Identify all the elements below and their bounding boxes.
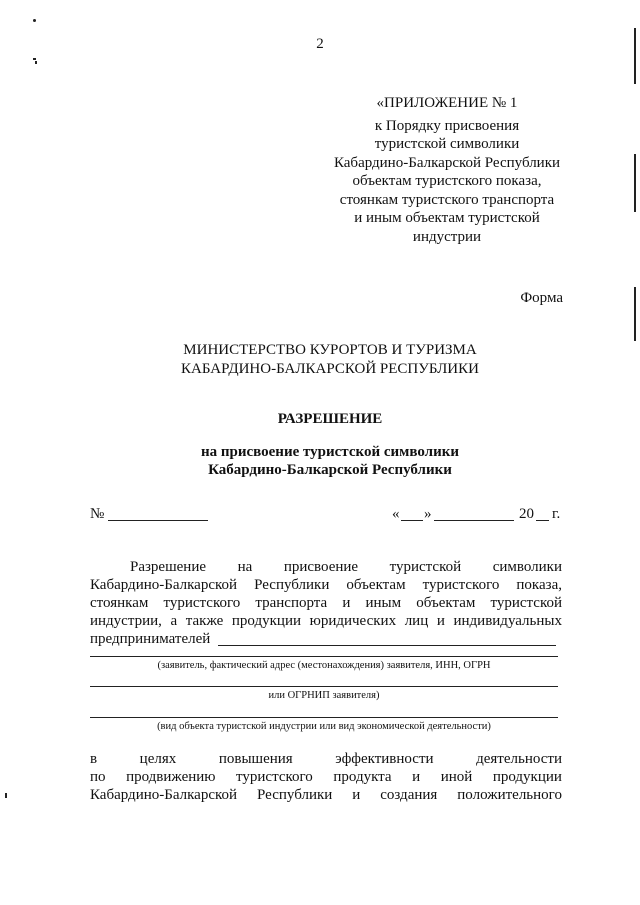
- year-prefix: 20: [519, 506, 534, 522]
- word: деятельности: [476, 751, 562, 767]
- caption-applicant: (заявитель, фактический адрес (местонахождения) заявителя, ИНН, ОГРН: [157, 660, 491, 671]
- word: стоянкам: [90, 595, 149, 611]
- word: индивидуальных: [453, 613, 562, 629]
- word: туристского: [236, 769, 313, 785]
- body-line-1: [130, 558, 562, 577]
- ministry-heading: [100, 341, 560, 378]
- word: показа,: [516, 577, 562, 593]
- body-line-2: [90, 576, 562, 595]
- appendix-line: Кабардино-Балкарской Республики: [333, 154, 561, 171]
- appendix-line: туристской символики: [374, 136, 520, 152]
- month-blank-line: [434, 520, 514, 521]
- word: и: [436, 613, 445, 629]
- word: продукции: [492, 769, 562, 785]
- purpose-line-1: [90, 750, 562, 769]
- word: целях: [139, 751, 177, 767]
- scan-edge-mark: [634, 28, 636, 84]
- word: лиц: [404, 613, 429, 629]
- permit-heading: [100, 410, 560, 480]
- word: присвоение: [283, 559, 359, 575]
- appendix-line: и иным объектам туристской: [354, 210, 540, 226]
- year-blank-line: [536, 520, 549, 521]
- scan-edge-mark: [634, 154, 636, 212]
- word: индустрии,: [90, 613, 162, 629]
- applicant-blank-line: [90, 656, 558, 657]
- scan-edge-mark: [634, 287, 636, 341]
- appendix-block: [318, 94, 576, 246]
- word: продукции: [231, 613, 302, 629]
- word: туристского: [422, 577, 500, 593]
- word: продвижению: [126, 769, 216, 785]
- word: туристской: [389, 559, 462, 575]
- word: эффективности: [335, 751, 434, 767]
- body-line-5: предпринимателей: [90, 631, 211, 647]
- word: создания: [380, 787, 438, 803]
- year-suffix: г.: [552, 506, 561, 522]
- word: и: [352, 787, 361, 803]
- word: туристской: [490, 595, 562, 611]
- appendix-title: «ПРИЛОЖЕНИЕ № 1: [376, 95, 518, 111]
- word: символики: [492, 559, 562, 575]
- word: иной: [440, 769, 473, 785]
- scan-mark: [33, 19, 36, 22]
- word: а: [170, 613, 178, 629]
- ministry-line-2: КАБАРДИНО-БАЛКАРСКОЙ РЕСПУБЛИКИ: [181, 360, 479, 377]
- scan-mark: [33, 58, 36, 60]
- word: Разрешение: [130, 559, 207, 575]
- purpose-line-3: [90, 786, 562, 805]
- word: и: [342, 595, 351, 611]
- word: Кабардино-Балкарской: [90, 577, 238, 593]
- scan-mark: [35, 61, 37, 64]
- word: туристского: [163, 595, 241, 611]
- day-blank-line: [401, 520, 423, 521]
- word: Республики: [257, 787, 333, 803]
- permit-title: РАЗРЕШЕНИЕ: [277, 411, 383, 427]
- word: транспорта: [255, 595, 328, 611]
- word: положительного: [457, 787, 562, 803]
- body-line-4: [90, 612, 562, 631]
- page-number: 2: [316, 36, 324, 52]
- word: по: [90, 769, 106, 785]
- word: юридических: [309, 613, 397, 629]
- appendix-line: индустрии: [412, 228, 482, 245]
- caption-ogrnip: или ОГРНИП заявителя): [268, 690, 380, 701]
- applicant-blank-line-2: [90, 686, 558, 687]
- permit-subtitle-1: на присвоение туристской символики: [200, 443, 460, 460]
- permit-subtitle-2: Кабардино-Балкарской Республики: [208, 462, 452, 478]
- word: объектам: [346, 577, 406, 593]
- purpose-line-2: [90, 768, 562, 787]
- word: объектам: [416, 595, 476, 611]
- number-label: №: [90, 506, 105, 522]
- number-blank-line: [108, 520, 208, 521]
- word: Кабардино-Балкарской: [90, 787, 238, 803]
- ministry-line-1: МИНИСТЕРСТВО КУРОРТОВ И ТУРИЗМА: [183, 342, 477, 358]
- word: Республики: [254, 577, 330, 593]
- scan-mark: [5, 793, 7, 798]
- caption-object-type: (вид объекта туристской индустрии или вид экономической деятельности): [157, 721, 491, 732]
- object-type-blank-line: [90, 717, 558, 718]
- date-close-quote: »: [424, 506, 432, 522]
- entrepreneur-blank-line: [218, 645, 556, 646]
- word: также: [185, 613, 224, 629]
- word: повышения: [218, 751, 293, 767]
- date-open-quote: «: [392, 506, 400, 522]
- word: в: [90, 751, 98, 767]
- appendix-line: объектам туристского показа,: [352, 173, 542, 189]
- appendix-line: стоянкам туристского транспорта: [339, 191, 555, 208]
- word: иным: [365, 595, 402, 611]
- word: продукта: [333, 769, 392, 785]
- appendix-line: к Порядку присвоения: [374, 117, 520, 134]
- word: на: [237, 559, 253, 575]
- word: и: [412, 769, 421, 785]
- form-label: Форма: [520, 290, 563, 306]
- body-line-3: [90, 594, 562, 613]
